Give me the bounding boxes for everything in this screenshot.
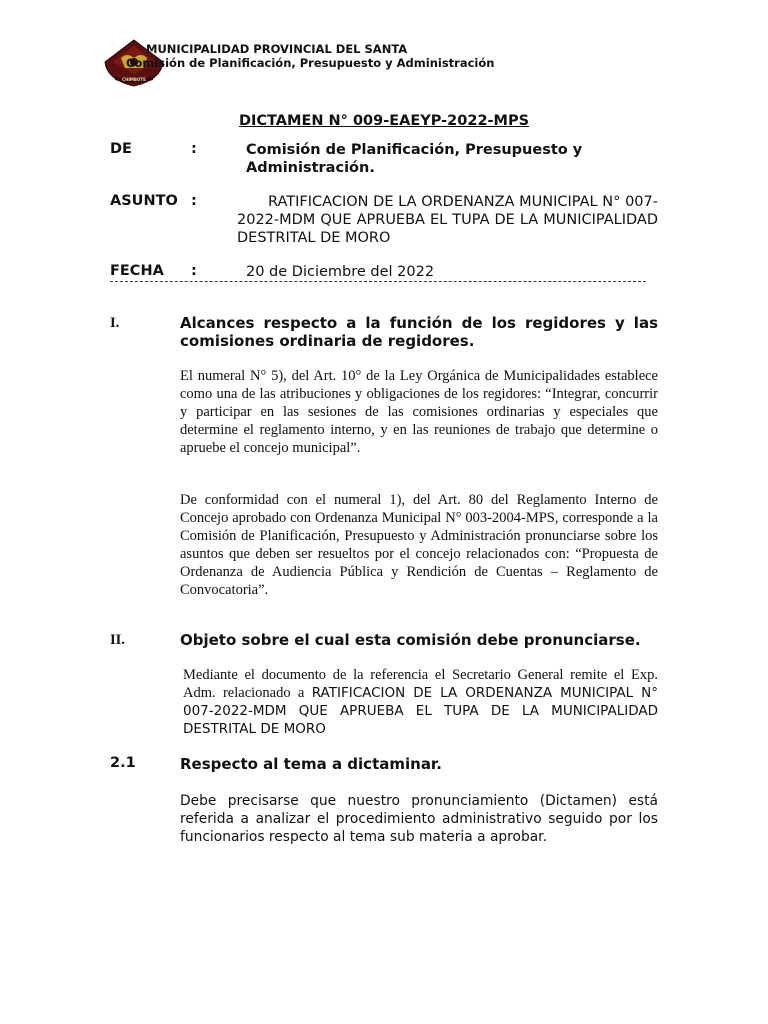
paragraph: Debe precisarse que nuestro pronunciamiento (Dictamen) está referida a analizar el procedimiento administrativo seguido por los funcionarios respecto al tema sub materia a aprobar. [180,793,658,845]
fecha-value: 20 de Diciembre del 2022 [246,264,435,280]
paragraph [183,666,658,738]
paragraph: De conformidad con el numeral 1), del Art. 80 del Reglamento Interno de Concejo aprobado con Ordenanza Municipal N° 003-2004-MPS, corresponde a la Comisión de Planificación, Presupuesto y Administración pronunciarse sobre los asuntos que deben ser resueltos por el concejo relacionados con: “Propuesta de Ordenanza de Audiencia Pública y Rendición de Cuentas – Reglamento de Convocatoria”. [180,492,658,598]
org-name: MUNICIPALIDAD PROVINCIAL DEL SANTA [146,42,408,56]
paragraph-subject: RATIFICACION DE LA ORDENANZA MUNICIPAL N° 007-2022-MDM QUE APRUEBA EL TUPA DE LA MUNICIPALIDAD DESTRITAL DE MORO [183,685,658,737]
asunto-label: ASUNTO [110,193,178,209]
section-title: Objeto sobre el cual esta comisión debe pronunciarse. [180,631,641,649]
logo-text: CHIMBOTE [122,77,146,82]
de-label: DE [110,141,132,157]
section-number: II. [110,632,125,648]
document-title: DICTAMEN N° 009-EAEYP-2022-MPS [238,113,530,129]
fecha-label: FECHA [110,263,164,279]
asunto-colon: : [191,193,197,209]
paragraph-text: Mediante el documento de la referencia el Secretario General remite el Exp. Adm. relacionado a [183,667,658,701]
commission-name: Comisión de Planificación, Presupuesto y Administración [126,56,495,70]
de-value: Comisión de Planificación, Presupuesto y Administración. [246,142,583,176]
paragraph: El numeral N° 5), del Art. 10° de la Ley Orgánica de Municipalidades establece como una de las atribuciones y obligaciones de los regidores: “Integrar, concurrir y participar en las sesiones de las comisiones ordinarias y especiales que determine el reglamento interno, y en las reuniones de trabajo que determine o apruebe el concejo municipal”. [180,368,658,456]
asunto-value: RATIFICACION DE LA ORDENANZA MUNICIPAL N° 007-2022-MDM QUE APRUEBA EL TUPA DE LA MUNICIPALIDAD DESTRITAL DE MORO [237,194,658,246]
section-number: I. [110,315,120,331]
section-number: 2.1 [110,755,136,771]
dashed-separator [110,281,646,282]
fecha-colon: : [191,263,197,279]
section-title: Alcances respecto a la función de los regidores y las comisiones ordinaria de regidores. [180,314,658,350]
de-colon: : [191,141,197,157]
section-title: Respecto al tema a dictaminar. [180,755,442,773]
